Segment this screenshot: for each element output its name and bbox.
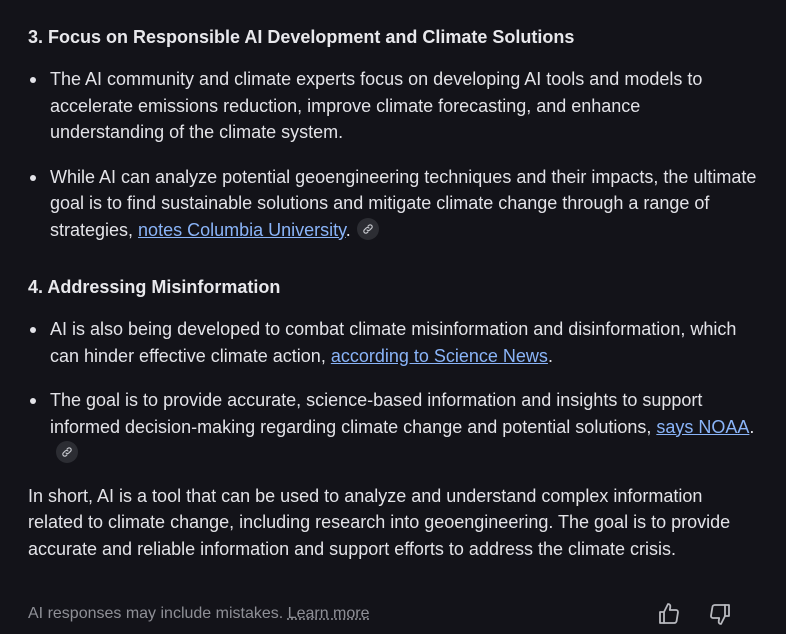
link-icon bbox=[61, 446, 73, 458]
link-icon bbox=[362, 223, 374, 235]
feedback-footer bbox=[28, 602, 758, 628]
section-heading-misinformation: 4. Addressing Misinformation bbox=[28, 277, 281, 297]
bullet-text: The AI community and climate experts focus on developing AI tools and models to accelerate emissions reduction, improve climate forecasting, and enhance understanding of the climate system. bbox=[50, 69, 703, 142]
source-link-noaa[interactable]: says NOAA bbox=[656, 416, 750, 437]
bullet-list-misinformation bbox=[28, 316, 758, 467]
disclaimer-text bbox=[28, 605, 370, 623]
source-chip-button[interactable] bbox=[357, 218, 379, 240]
thumbs-up-button[interactable] bbox=[657, 602, 681, 626]
summary-paragraph: In short, AI is a tool that can be used to analyze and understand complex information related to climate change, including research into geoengineering. The goal is to provide accurate and reliable information and support efforts to address the climate crisis. bbox=[28, 485, 731, 559]
bullet-text: While AI can analyze potential geoengineering techniques and their impacts, the ultimate goal is to find sustainable solutions and mitigate climate change through a range of strategies, bbox=[50, 166, 757, 240]
section-heading-responsible-ai: 3. Focus on Responsible AI Development and Climate Solutions bbox=[28, 27, 575, 47]
list-item bbox=[28, 164, 758, 244]
bullet-text-end: . bbox=[345, 219, 351, 240]
source-link-columbia[interactable]: notes Columbia University bbox=[138, 219, 346, 240]
thumbs-down-icon bbox=[708, 602, 732, 626]
bullet-text-end: . bbox=[749, 416, 755, 437]
source-link-science-news[interactable]: according to Science News bbox=[330, 345, 548, 366]
source-chip-button[interactable] bbox=[56, 441, 78, 463]
bullet-text-end: . bbox=[547, 345, 553, 366]
list-item bbox=[28, 387, 758, 467]
ai-overview-content bbox=[28, 24, 758, 562]
list-item bbox=[28, 66, 758, 146]
learn-more-link[interactable]: Learn more bbox=[287, 605, 370, 622]
thumbs-down-button[interactable] bbox=[708, 602, 732, 626]
list-item bbox=[28, 316, 758, 369]
disclaimer-label: AI responses may include mistakes. bbox=[28, 605, 284, 622]
thumbs-up-icon bbox=[657, 602, 681, 626]
bullet-list-responsible-ai bbox=[28, 66, 758, 243]
bullet-text: The goal is to provide accurate, science-based information and insights to support informed decision-making regarding climate change and potential solutions, bbox=[50, 390, 703, 437]
bullet-text: AI is also being developed to combat climate misinformation and disinformation, which can hinder effective climate action, bbox=[50, 319, 737, 366]
